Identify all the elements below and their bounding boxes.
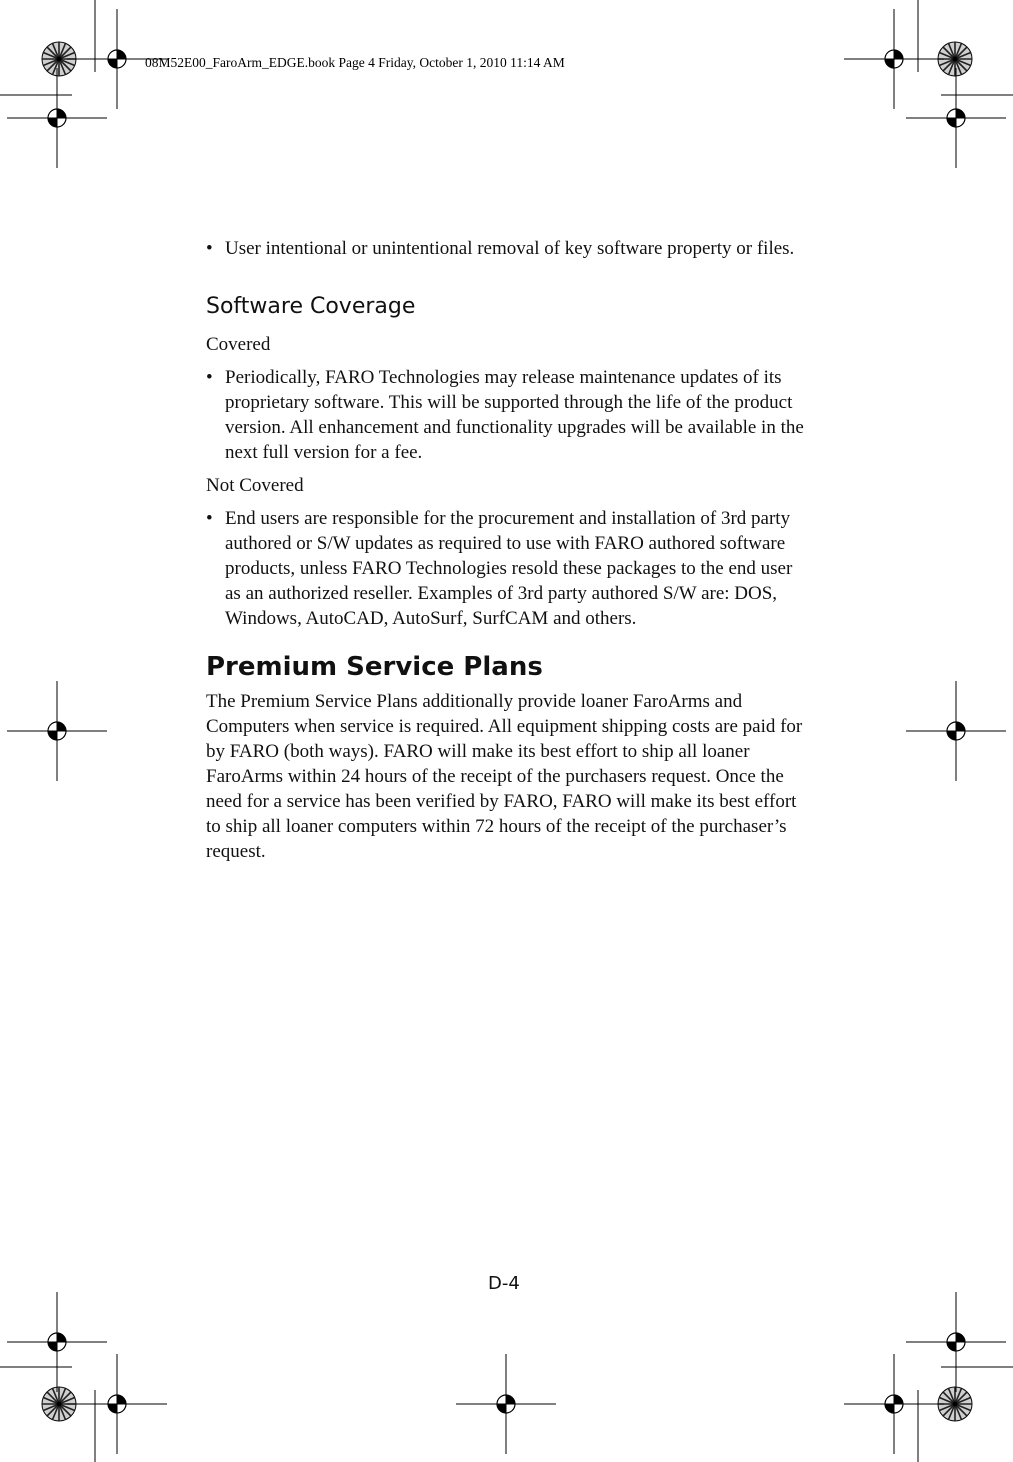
page-content xyxy=(206,236,806,864)
list-item xyxy=(206,365,806,465)
covered-label: Covered xyxy=(206,334,271,355)
section-heading-software-coverage: Software Coverage xyxy=(206,294,416,319)
print-slug: 08M52E00_FaroArm_EDGE.book Page 4 Friday, October 1, 2010 11:14 AM xyxy=(145,55,565,70)
bullet-mark: • xyxy=(206,508,213,529)
bullet-mark: • xyxy=(206,238,213,259)
list-item xyxy=(206,506,806,631)
bullet-mark: • xyxy=(206,367,213,388)
list-item-text: End users are responsible for the procurement and installation of 3rd party authored or S/W updates as required to use with FARO authored software products, unless FARO Technologies resold these packages to the end user as an authorized reseller. Examples of 3rd party authored S/W are: DOS, Windows, AutoCAD, AutoSurf, SurfCAM and others. xyxy=(225,508,793,629)
section-heading-premium-service-plans: Premium Service Plans xyxy=(206,652,543,682)
not-covered-label: Not Covered xyxy=(206,475,304,496)
premium-body-paragraph: The Premium Service Plans additionally provide loaner FaroArms and Computers when service is required. All equipment shipping costs are paid for by FARO (both ways). FARO will make its best effort to ship all loaner FaroArms within 24 hours of the receipt of the purchasers request. Once the need for a service has been verified by FARO, FARO will make its best effort to ship all loaner computers within 72 hours of the receipt of the purchaser’s request. xyxy=(206,691,803,862)
page-number: D-4 xyxy=(488,1273,520,1294)
list-item xyxy=(206,236,806,261)
list-item-text: Periodically, FARO Technologies may release maintenance updates of its proprietary software. This will be supported through the life of the product version. All enhancement and functionality upgrades will be available in the next full version for a fee. xyxy=(225,367,804,463)
list-item-text: User intentional or unintentional removal of key software property or files. xyxy=(225,238,795,259)
